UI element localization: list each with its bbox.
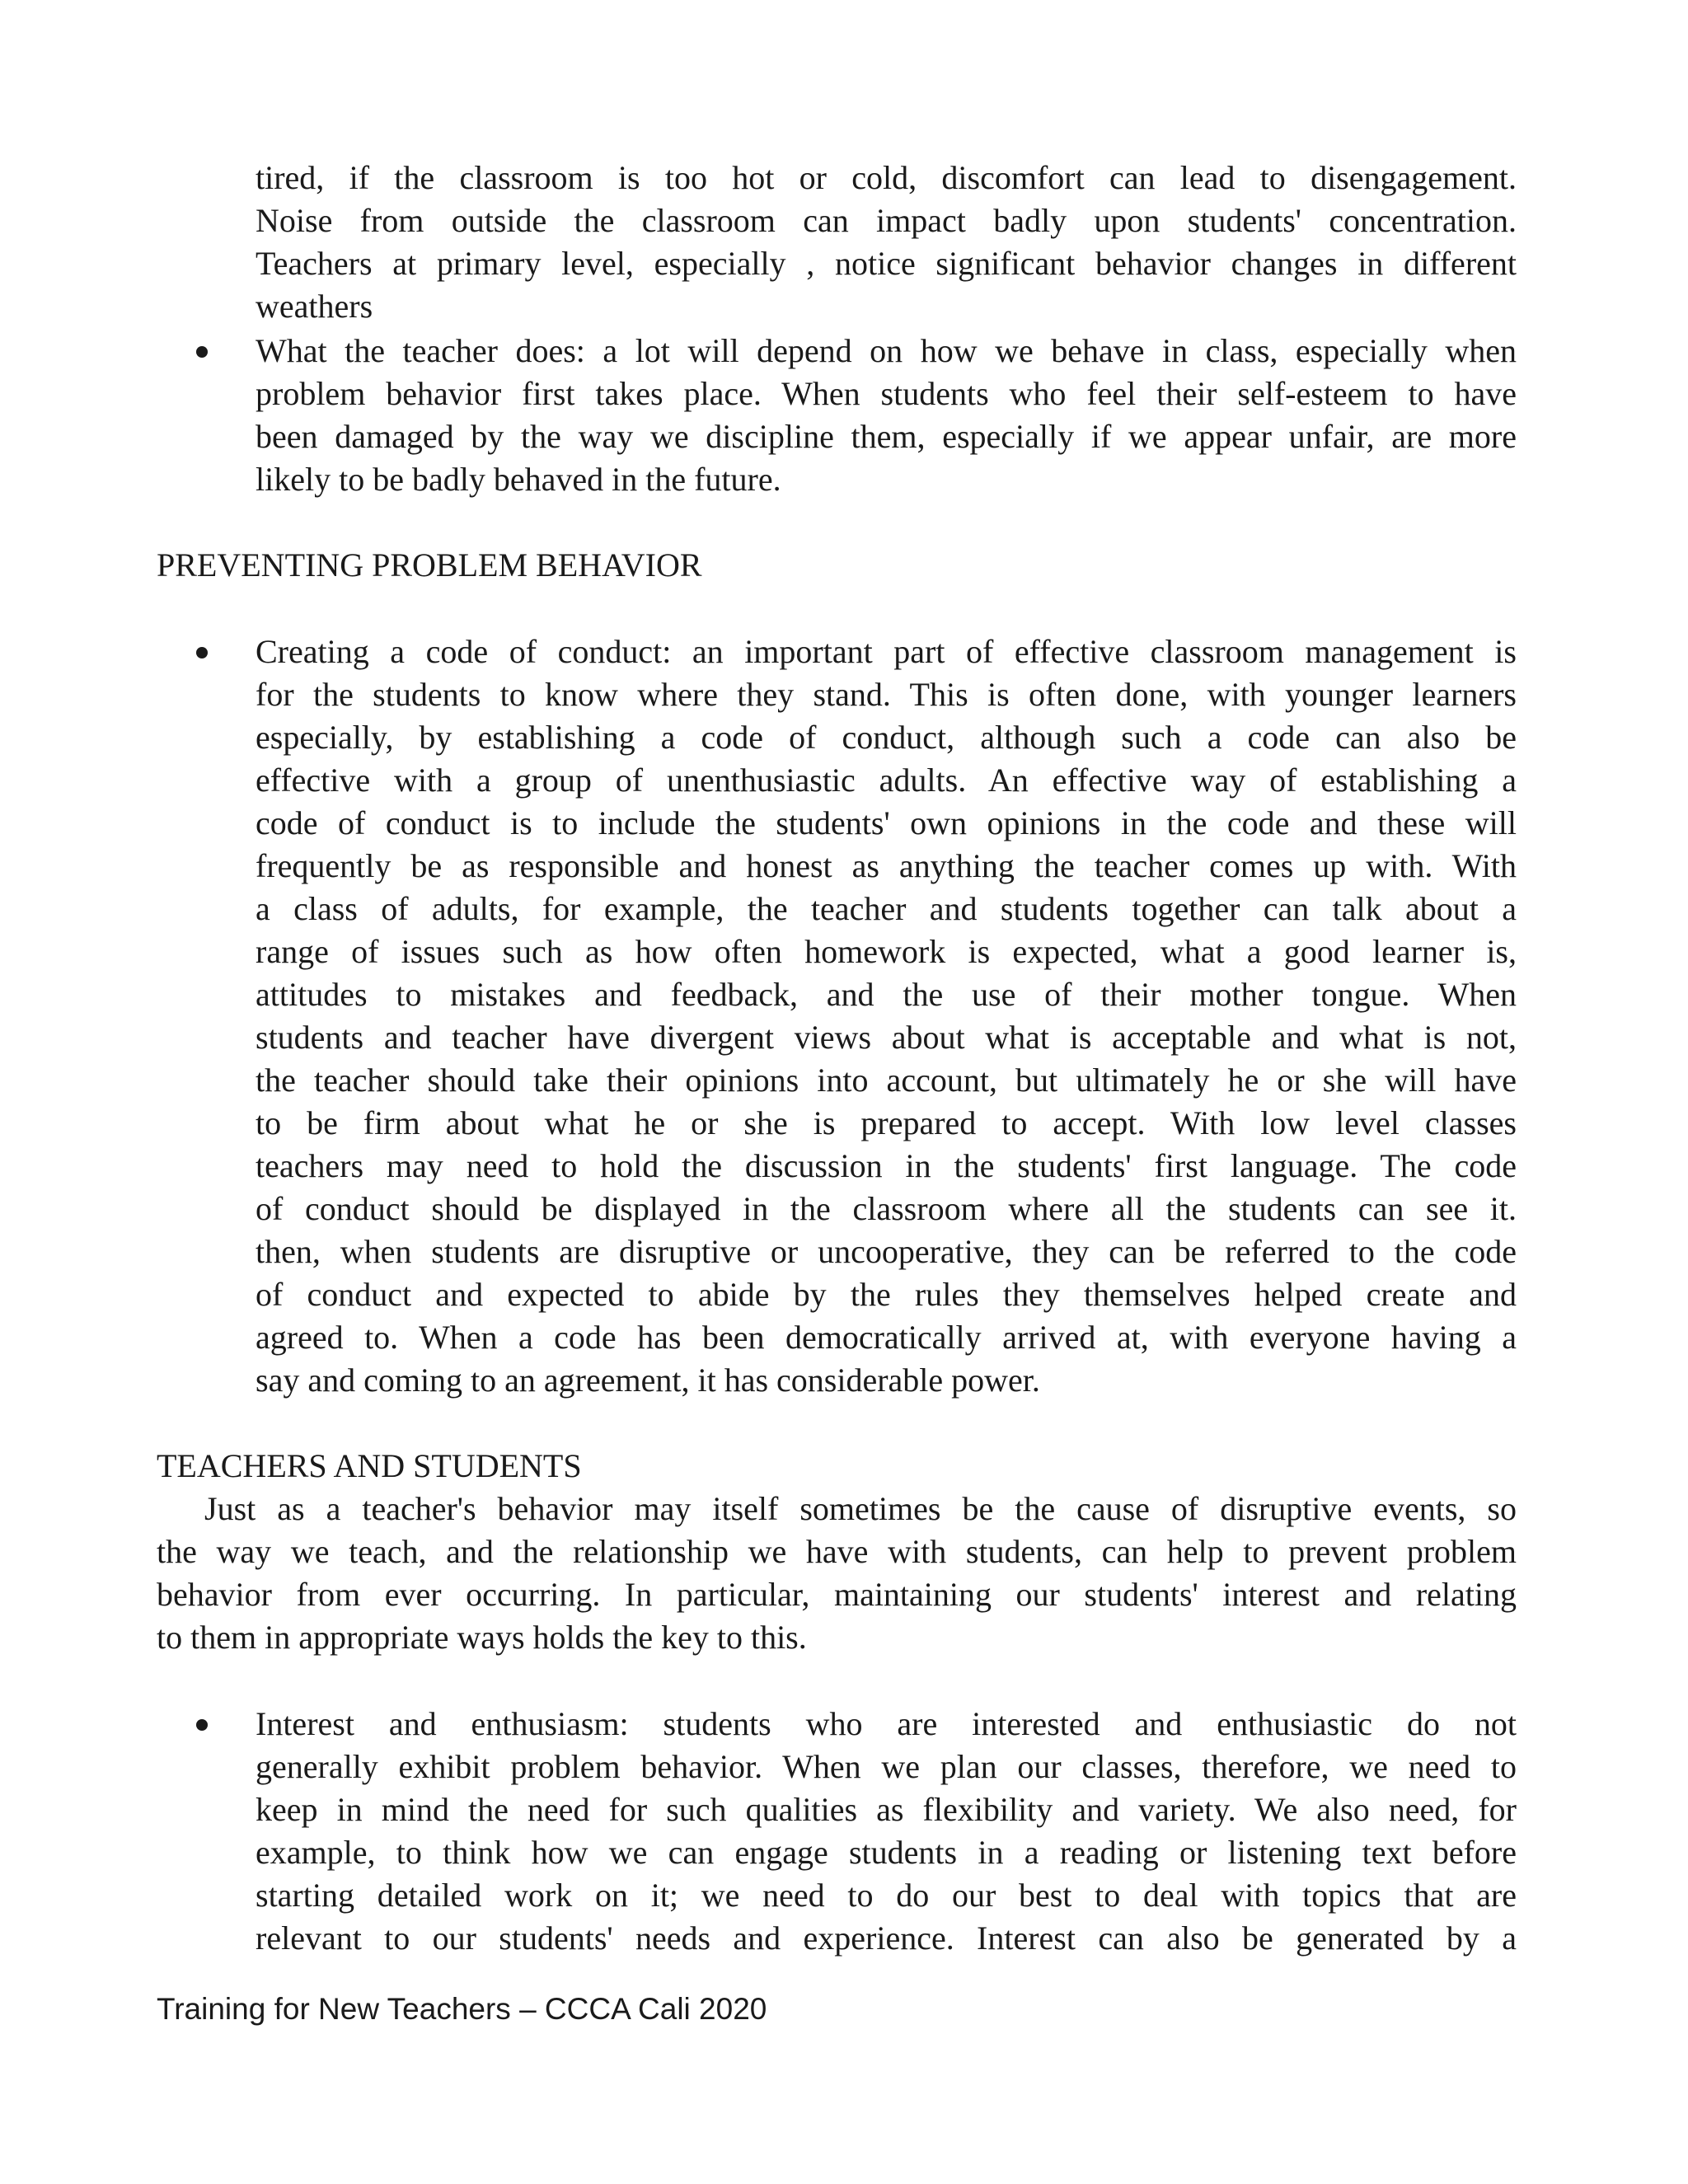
text-line: teachers may need to hold the discussion in the students' first language. The code bbox=[256, 1147, 1517, 1184]
text-line: especially, by establishing a code of conduct, although such a code can also be bbox=[256, 719, 1517, 756]
page-footer: Training for New Teachers – CCCA Cali 2020 bbox=[157, 1992, 767, 2026]
text-line: attitudes to mistakes and feedback, and the use of their mother tongue. When bbox=[256, 976, 1517, 1013]
text-line: problem behavior first takes place. When students who feel their self-esteem to have bbox=[256, 375, 1517, 412]
text-line: What the teacher does: a lot will depend on how we behave in class, especially when bbox=[256, 332, 1517, 369]
text-line: students and teacher have divergent views about what is acceptable and what is not, bbox=[256, 1019, 1517, 1056]
text-line: frequently be as responsible and honest as anything the teacher comes up with. With bbox=[256, 847, 1517, 884]
text-line: for the students to know where they stand. This is often done, with younger learners bbox=[256, 676, 1517, 713]
text-line: of conduct should be displayed in the classroom where all the students can see it. bbox=[256, 1190, 1517, 1227]
text-line: say and coming to an agreement, it has considerable power. bbox=[256, 1361, 1040, 1399]
text-line: to be firm about what he or she is prepared to accept. With low level classes bbox=[256, 1104, 1517, 1141]
text-line: code of conduct is to include the students' own opinions in the code and these will bbox=[256, 804, 1517, 841]
text-line: Noise from outside the classroom can impact badly upon students' concentration. bbox=[256, 202, 1517, 239]
text-line: Creating a code of conduct: an important part of effective classroom management is bbox=[256, 633, 1517, 670]
text-line: starting detailed work on it; we need to do our best to deal with topics that are bbox=[256, 1877, 1517, 1914]
text-line: Just as a teacher's behavior may itself sometimes be the cause of disruptive events, so bbox=[204, 1490, 1517, 1527]
text-line: tired, if the classroom is too hot or cold, discomfort can lead to disengagement. bbox=[256, 159, 1517, 196]
text-line: Teachers at primary level, especially , notice significant behavior changes in different bbox=[256, 245, 1517, 282]
text-line: relevant to our students' needs and experience. Interest can also be generated by a bbox=[256, 1919, 1517, 1957]
text-line: then, when students are disruptive or uncooperative, they can be referred to the code bbox=[256, 1233, 1517, 1270]
bullet-icon bbox=[196, 1719, 208, 1731]
text-line: Interest and enthusiasm: students who are interested and enthusiastic do not bbox=[256, 1705, 1517, 1742]
text-line: to them in appropriate ways holds the key to this. bbox=[157, 1619, 807, 1656]
text-line: likely to be badly behaved in the future. bbox=[256, 461, 781, 498]
text-line: effective with a group of unenthusiastic adults. An effective way of establishing a bbox=[256, 762, 1517, 799]
text-line: been damaged by the way we discipline them, especially if we appear unfair, are more bbox=[256, 418, 1517, 455]
text-line: weathers bbox=[256, 288, 373, 325]
text-line: of conduct and expected to abide by the rules they themselves helped create and bbox=[256, 1276, 1517, 1313]
section-heading-teachers: TEACHERS AND STUDENTS bbox=[157, 1447, 582, 1484]
text-line: agreed to. When a code has been democratically arrived at, with everyone having a bbox=[256, 1319, 1517, 1356]
text-line: example, to think how we can engage students in a reading or listening text before bbox=[256, 1834, 1517, 1871]
text-line: a class of adults, for example, the teacher and students together can talk about a bbox=[256, 890, 1517, 927]
text-line: behavior from ever occurring. In particular, maintaining our students' interest and relating bbox=[157, 1576, 1517, 1613]
bullet-icon bbox=[196, 346, 208, 358]
bullet-icon bbox=[196, 647, 208, 658]
text-line: the way we teach, and the relationship we have with students, can help to prevent problem bbox=[157, 1533, 1517, 1570]
text-line: range of issues such as how often homework is expected, what a good learner is, bbox=[256, 933, 1517, 970]
text-line: the teacher should take their opinions into account, but ultimately he or she will have bbox=[256, 1062, 1517, 1099]
section-heading-preventing: PREVENTING PROBLEM BEHAVIOR bbox=[157, 546, 702, 583]
text-line: keep in mind the need for such qualities as flexibility and variety. We also need, for bbox=[256, 1791, 1517, 1828]
text-line: generally exhibit problem behavior. When we plan our classes, therefore, we need to bbox=[256, 1748, 1517, 1785]
